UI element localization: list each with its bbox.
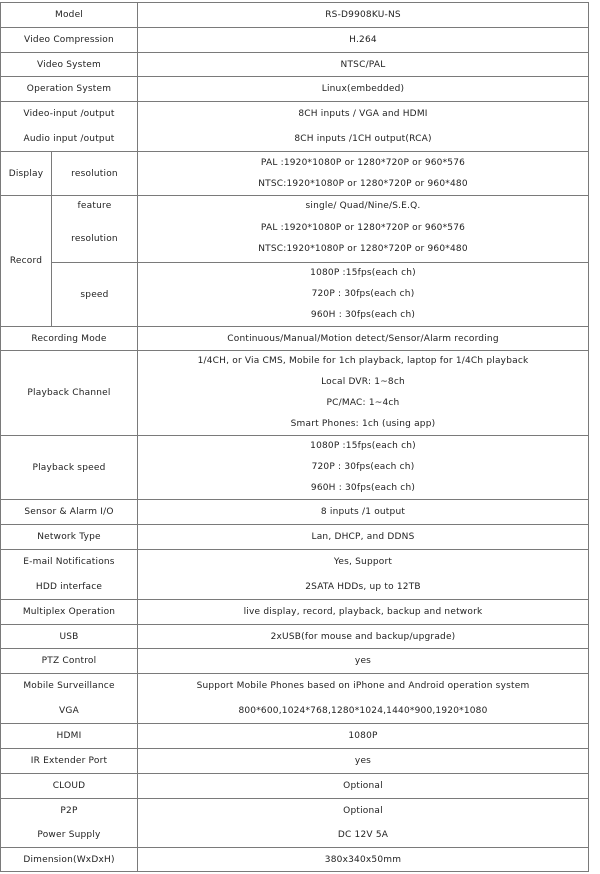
spec-value: yes [138,649,589,674]
display-resolution-pal: PAL :1920*1080P or 1280*720P or 960*576 [260,157,466,168]
record-speed-1080p: 1080P :15fps(each ch) [310,268,416,278]
spec-row-usb [1,625,589,649]
record-speed-values [138,263,589,327]
spec-row-vga [1,699,589,724]
spec-label: P2P [1,799,138,824]
spec-row-network-type [1,525,589,550]
spec-row-model [1,3,589,28]
spec-value: DC 12V 5A [138,824,589,848]
record-feature-value: single/ Quad/Nine/S.E.Q. [138,196,589,217]
spec-table [0,2,589,872]
spec-label: PTZ Control [1,649,138,674]
spec-label: Video Compression [1,28,138,53]
spec-value: 8CH inputs / VGA and HDMI [138,102,589,127]
spec-label: HDMI [1,724,138,749]
record-feature-label: feature [52,196,138,217]
spec-label: Multiplex Operation [1,600,138,625]
spec-row-p2p [1,799,589,824]
spec-value: Optional [138,774,589,799]
spec-value: 2SATA HDDs, up to 12TB [138,575,589,600]
playback-speed-960h: 960H : 30fps(each ch) [310,483,416,493]
playback-speed-label: Playback speed [1,436,138,500]
spec-row-cloud [1,774,589,799]
spec-label: E-mail Notifications [1,550,138,575]
spec-row-mobile [1,674,589,699]
spec-value: Continuous/Manual/Motion detect/Sensor/Alarm recording [138,327,589,351]
spec-value: 380x340x50mm [138,848,589,872]
spec-label: Recording Mode [1,327,138,351]
spec-value: 800*600,1024*768,1280*1024,1440*900,1920*1080 [138,699,589,724]
spec-row-dimension [1,848,589,872]
record-speed-960h: 960H : 30fps(each ch) [310,310,416,320]
spec-label: Mobile Surveillance [1,674,138,699]
spec-row-video-compression [1,28,589,53]
spec-value: Lan, DHCP, and DDNS [138,525,589,550]
spec-row-playback-speed [1,436,589,500]
spec-row-record-speed [1,263,589,327]
spec-label: Model [1,3,138,28]
playback-channel-values [138,351,589,436]
record-resolution-values [138,217,589,263]
spec-label: Operation System [1,77,138,102]
spec-label: CLOUD [1,774,138,799]
display-resolution-ntsc: NTSC:1920*1080P or 1280*720P or 960*480 [258,178,468,189]
spec-label: Video-input /output [1,102,138,127]
spec-row-record-resolution [1,217,589,263]
spec-row-sensor-alarm [1,500,589,525]
spec-value: NTSC/PAL [138,53,589,77]
spec-row-hdmi [1,724,589,749]
spec-label: HDD interface [1,575,138,600]
record-resolution-pal: PAL :1920*1080P or 1280*720P or 960*576 [260,223,466,234]
spec-value: 2xUSB(for mouse and backup/upgrade) [138,625,589,649]
spec-row-power-supply [1,824,589,848]
spec-label: Audio input /output [1,127,138,152]
spec-label: USB [1,625,138,649]
spec-label: Sensor & Alarm I/O [1,500,138,525]
record-resolution-ntsc: NTSC:1920*1080P or 1280*720P or 960*480 [258,244,468,255]
spec-label: Power Supply [1,824,138,848]
spec-value: Linux(embedded) [138,77,589,102]
spec-label: Dimension(WxDxH) [1,848,138,872]
playback-speed-720p: 720P : 30fps(each ch) [311,462,415,472]
spec-row-playback-channel [1,351,589,436]
spec-value: yes [138,749,589,774]
spec-row-operation-system [1,77,589,102]
spec-row-audio-io [1,127,589,152]
playback-speed-values [138,436,589,500]
spec-value: live display, record, playback, backup and network [138,600,589,625]
record-speed-720p: 720P : 30fps(each ch) [311,289,415,299]
spec-row-record-feature [1,196,589,217]
record-speed-label: speed [52,263,138,327]
spec-value: Support Mobile Phones based on iPhone and Android operation system [138,674,589,699]
spec-row-video-io [1,102,589,127]
spec-row-recording-mode [1,327,589,351]
playback-channel-line: Local DVR: 1~8ch [321,377,405,387]
spec-value: 8 inputs /1 output [138,500,589,525]
spec-label: VGA [1,699,138,724]
spec-label: IR Extender Port [1,749,138,774]
playback-channel-line: Smart Phones: 1ch (using app) [290,419,436,429]
spec-value: 8CH inputs /1CH output(RCA) [138,127,589,152]
playback-channel-line: 1/4CH, or Via CMS, Mobile for 1ch playback, laptop for 1/4Ch playback [197,356,529,366]
playback-channel-line: PC/MAC: 1~4ch [326,398,400,408]
spec-row-multiplex [1,600,589,625]
spec-value: Optional [138,799,589,824]
spec-value: H.264 [138,28,589,53]
spec-value: 1080P [138,724,589,749]
spec-row-ptz [1,649,589,674]
playback-channel-label: Playback Channel [1,351,138,436]
spec-row-display [1,152,589,196]
spec-label: Video System [1,53,138,77]
spec-label: Network Type [1,525,138,550]
spec-row-video-system [1,53,589,77]
spec-row-ir-extender [1,749,589,774]
record-resolution-label: resolution [52,217,138,263]
display-resolution-label: resolution [52,152,138,196]
display-resolution-values [138,152,589,196]
spec-value: RS-D9908KU-NS [138,3,589,28]
spec-row-email [1,550,589,575]
record-label: Record [1,196,52,327]
spec-row-hdd [1,575,589,600]
spec-value: Yes, Support [138,550,589,575]
display-label: Display [1,152,52,196]
playback-speed-1080p: 1080P :15fps(each ch) [310,441,416,451]
